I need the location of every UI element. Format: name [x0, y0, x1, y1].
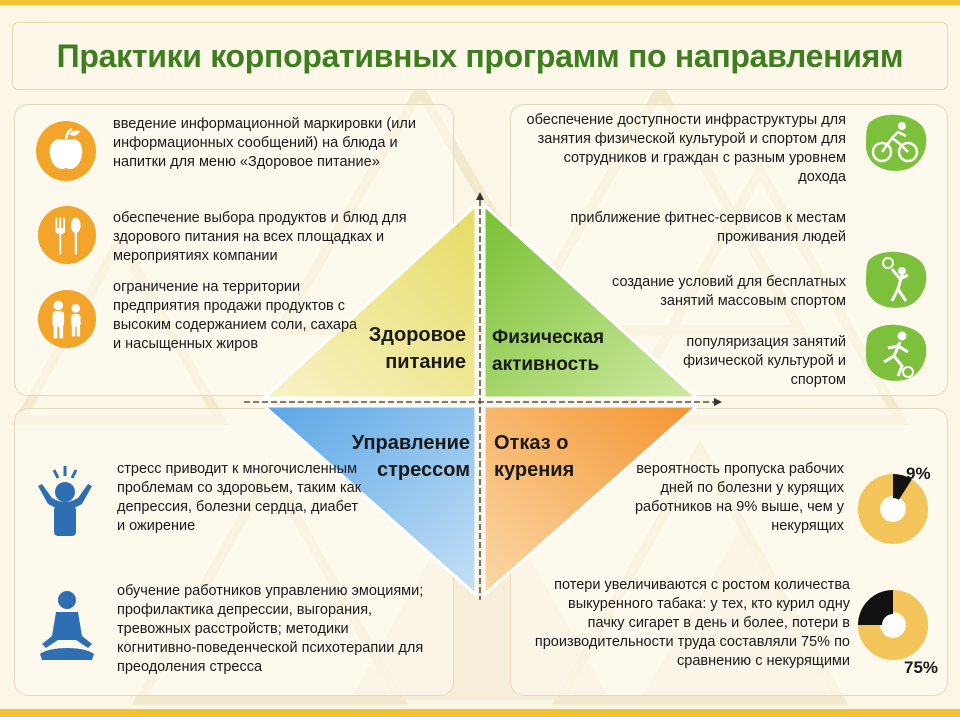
smoking-item-1: вероятность пропуска рабочих дней по болезни у курящих работников на 9% выше, чем у некурящих [634, 461, 844, 534]
stress-item-2: обучение работников управлению эмоциями; профилактика депрессии, выгорания, тревожных расстройств; методики когнитивно-поведенческой психотерапии для преодоления стресса [117, 583, 424, 675]
apple-icon [34, 119, 98, 183]
fork-spoon-icon [36, 204, 98, 266]
nutrition-item-1: введение информационной маркировки (или информационных сообщений) на блюда и напитки для меню «Здоровое питание» [113, 116, 416, 170]
bottom-accent-bar [0, 709, 960, 717]
activity-item-1: обеспечение доступности инфраструктуры для занятия физической культурой и спортом для сотрудников и граждан с разным уровнем дохода [526, 112, 846, 185]
smoking-item-2: потери увеличиваются с ростом количества выкуренного табака: у тех, кто курил одну пачку сигарет в день и более, потери в производительности труда составляли 75% по сравнению с некурящими [534, 577, 850, 669]
people-icon [36, 288, 98, 350]
quadrant-label-smoking: Отказ о курения [494, 432, 575, 481]
stressed-person-icon [30, 464, 100, 544]
runner-icon [862, 322, 930, 386]
donut-75-percent [858, 590, 928, 660]
quadrant-label-activity: Физическая активность [492, 327, 605, 375]
top-accent-bar [0, 0, 960, 5]
percent-label-9: 9% [906, 464, 931, 483]
title-box [12, 22, 948, 90]
stress-item-1: стресс приводит к многочисленным проблемам со здоровьем, таким как депрессия, болезни сердца, диабет и ожирение [117, 461, 362, 534]
volleyball-player-icon [862, 249, 930, 313]
donut-9-percent [858, 474, 928, 544]
vertical-arrow [476, 192, 484, 200]
activity-item-3: создание условий для бесплатных занятий массовым спортом [612, 274, 846, 309]
nutrition-item-2: обеспечение выбора продуктов и блюд для здорового питания на всех площадках и мероприятиях компании [113, 210, 407, 264]
activity-item-4: популяризация занятий физической культурой и спортом [683, 334, 846, 388]
nutrition-item-3: ограничение на территории предприятия продажи продуктов с высоким содержанием соли, сахара и насыщенных жиров [113, 279, 358, 352]
page-title: Практики корпоративных программ по направлениям [56, 37, 904, 74]
percent-label-75: 75% [904, 658, 939, 677]
cyclist-icon [862, 112, 930, 174]
horizontal-arrow [714, 398, 722, 406]
quadrant-label-nutrition: Здоровое питание [368, 324, 466, 373]
quadrant-label-stress: Управление стрессом [351, 432, 470, 481]
activity-item-2: приближение фитнес-сервисов к местам проживания людей [570, 210, 846, 245]
meditation-icon [36, 590, 98, 664]
